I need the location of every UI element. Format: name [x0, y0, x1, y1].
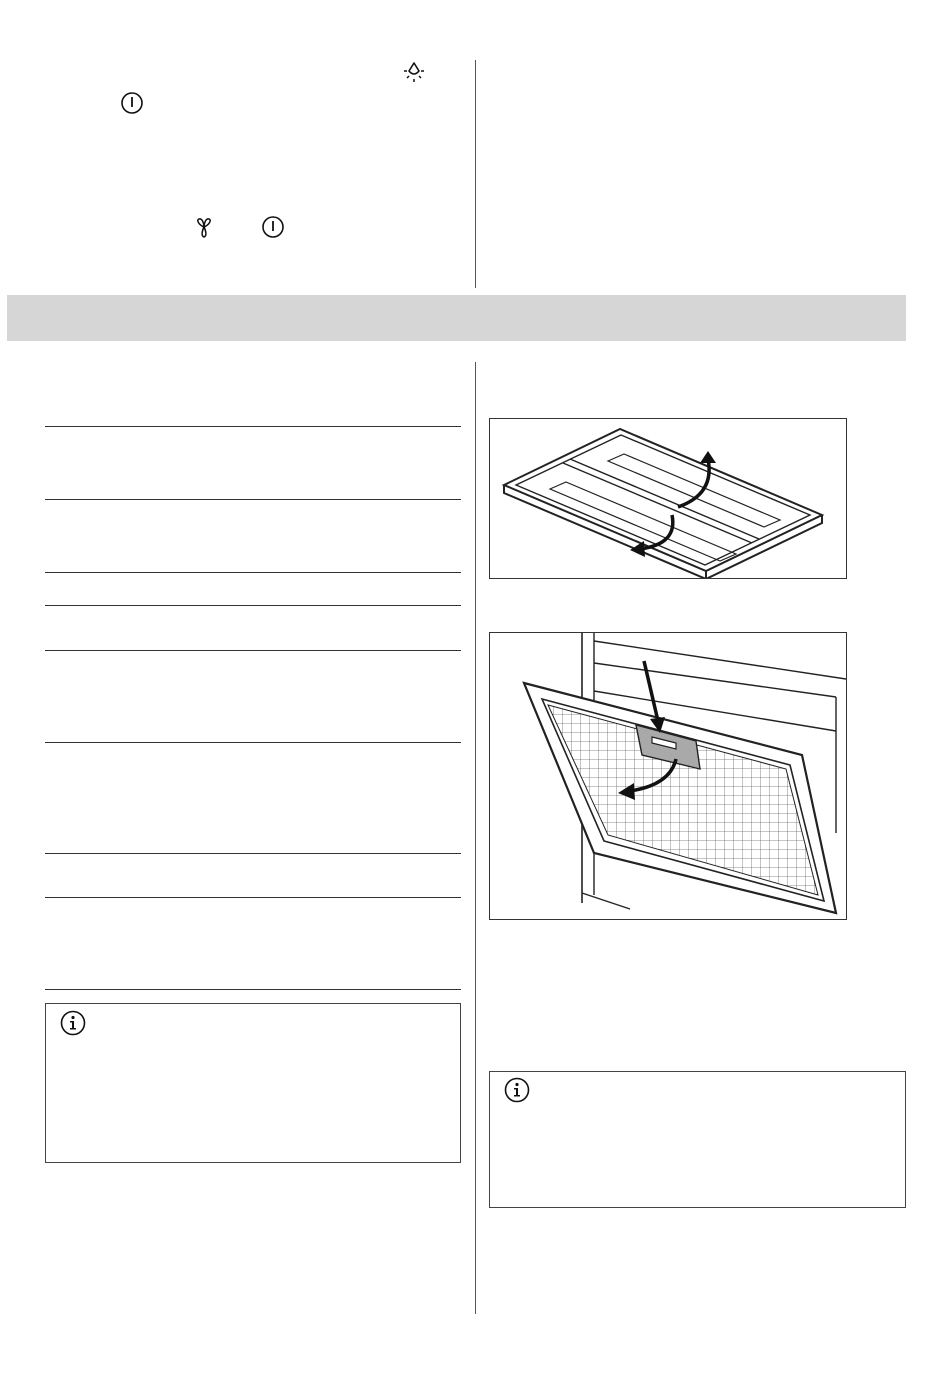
info-note-box-left: [45, 1003, 461, 1163]
table-rule: [45, 605, 461, 606]
table-rule: [45, 572, 461, 573]
table-rule: [45, 989, 461, 990]
table-rule: [45, 650, 461, 651]
info-icon: [60, 1010, 84, 1034]
column-divider-top: [475, 60, 476, 288]
section-heading-banner: [7, 295, 906, 341]
illustration-mesh-filter-removal: [489, 632, 847, 920]
fan-icon: [191, 215, 217, 241]
table-rule: [45, 426, 461, 427]
illustration-grease-filter-panel: [489, 418, 847, 579]
table-rule: [45, 499, 461, 500]
power-icon: [261, 215, 285, 239]
table-rule: [45, 853, 461, 854]
info-note-box-right: [489, 1071, 906, 1208]
table-rule: [45, 897, 461, 898]
table-rule: [45, 742, 461, 743]
light-bulb-icon: [401, 58, 427, 84]
column-divider-bottom: [475, 362, 476, 1314]
power-icon: [120, 91, 144, 115]
info-icon: [504, 1077, 528, 1101]
